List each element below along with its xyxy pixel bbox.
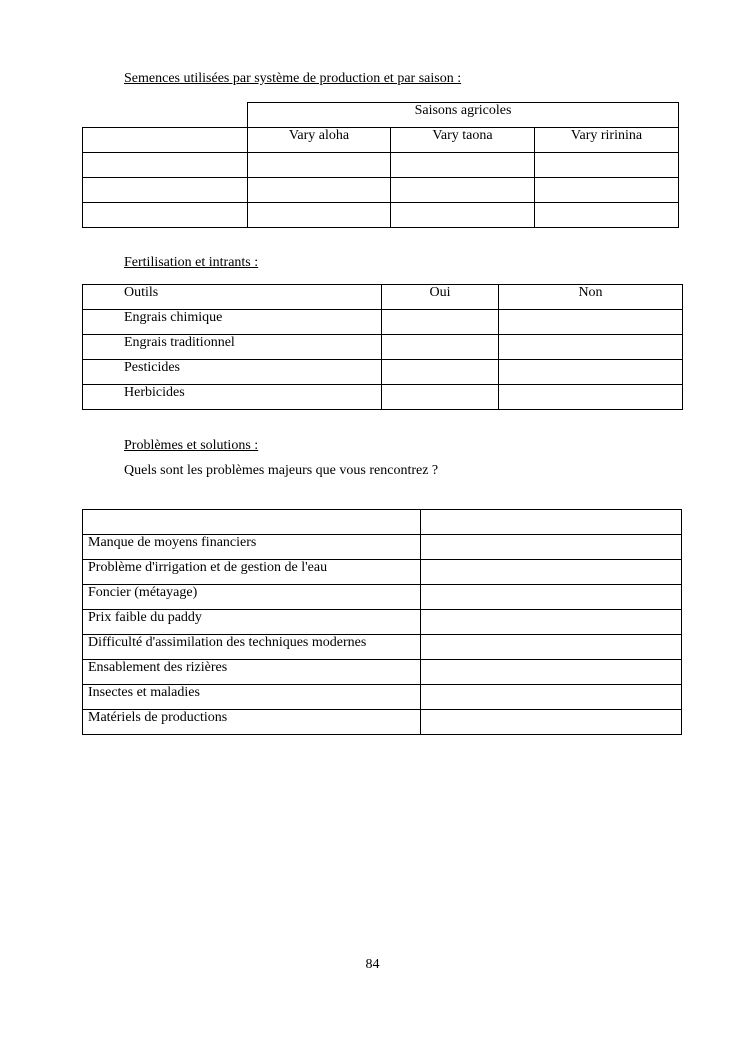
oui-cell <box>382 360 499 385</box>
seeds-cell <box>391 203 535 228</box>
row-label: Engrais chimique <box>83 310 382 335</box>
problem-label: Foncier (métayage) <box>83 585 421 610</box>
season-header-vary-ririnina: Vary ririnina <box>535 128 679 153</box>
problem-label: Prix faible du paddy <box>83 610 421 635</box>
seeds-cell <box>83 153 248 178</box>
problem-label: Problème d'irrigation et de gestion de l'eau <box>83 560 421 585</box>
solution-cell <box>421 535 682 560</box>
table-row <box>83 335 683 360</box>
oui-cell <box>382 385 499 410</box>
table-row <box>83 310 683 335</box>
solution-cell <box>421 610 682 635</box>
season-header-vary-taona: Vary taona <box>391 128 535 153</box>
seeds-header-blank <box>83 128 248 153</box>
seeds-cell <box>535 153 679 178</box>
seasons-group-header: Saisons agricoles <box>248 103 679 128</box>
header-non: Non <box>499 285 683 310</box>
table-row <box>83 560 682 585</box>
fertilization-section-heading: Fertilisation et intrants : <box>124 255 259 270</box>
header-outils: Outils <box>83 285 382 310</box>
fertilization-table <box>82 284 683 410</box>
solution-cell <box>421 635 682 660</box>
problems-header-blank <box>83 510 421 535</box>
seeds-cell <box>248 153 391 178</box>
table-row <box>83 535 682 560</box>
seeds-table-group-row <box>83 103 679 128</box>
fertilization-header-row <box>83 285 683 310</box>
table-row <box>83 610 682 635</box>
problems-question: Quels sont les problèmes majeurs que vous rencontrez ? <box>124 463 439 478</box>
problem-label: Matériels de productions <box>83 710 421 735</box>
table-row <box>83 360 683 385</box>
problem-label: Manque de moyens financiers <box>83 535 421 560</box>
oui-cell <box>382 310 499 335</box>
table-row <box>83 710 682 735</box>
header-oui: Oui <box>382 285 499 310</box>
table-row <box>83 178 679 203</box>
table-row <box>83 153 679 178</box>
row-label: Pesticides <box>83 360 382 385</box>
problems-section-heading: Problèmes et solutions : <box>124 438 259 453</box>
non-cell <box>499 360 683 385</box>
season-header-vary-aloha: Vary aloha <box>248 128 391 153</box>
table-row <box>83 585 682 610</box>
seeds-cell <box>248 203 391 228</box>
solution-cell <box>421 710 682 735</box>
solution-cell <box>421 585 682 610</box>
seeds-cell <box>83 178 248 203</box>
non-cell <box>499 335 683 360</box>
table-row <box>83 203 679 228</box>
seeds-cell <box>248 178 391 203</box>
solution-cell <box>421 685 682 710</box>
seeds-section-heading: Semences utilisées par système de production et par saison : <box>124 71 462 86</box>
problem-label: Insectes et maladies <box>83 685 421 710</box>
seeds-empty-corner <box>83 103 248 128</box>
problems-header-row <box>83 510 682 535</box>
problems-table <box>82 509 682 735</box>
solution-cell <box>421 560 682 585</box>
table-row <box>83 385 683 410</box>
seeds-cell <box>391 153 535 178</box>
seeds-cell <box>535 178 679 203</box>
problem-label: Difficulté d'assimilation des techniques modernes <box>83 635 421 660</box>
seeds-table-header-row <box>83 128 679 153</box>
problem-label: Ensablement des rizières <box>83 660 421 685</box>
table-row <box>83 635 682 660</box>
row-label: Engrais traditionnel <box>83 335 382 360</box>
row-label: Herbicides <box>83 385 382 410</box>
problems-header-blank <box>421 510 682 535</box>
non-cell <box>499 385 683 410</box>
seeds-cell <box>535 203 679 228</box>
seeds-table <box>82 102 679 228</box>
non-cell <box>499 310 683 335</box>
seeds-cell <box>391 178 535 203</box>
seeds-cell <box>83 203 248 228</box>
table-row <box>83 685 682 710</box>
solution-cell <box>421 660 682 685</box>
oui-cell <box>382 335 499 360</box>
page-number: 84 <box>365 957 380 972</box>
table-row <box>83 660 682 685</box>
